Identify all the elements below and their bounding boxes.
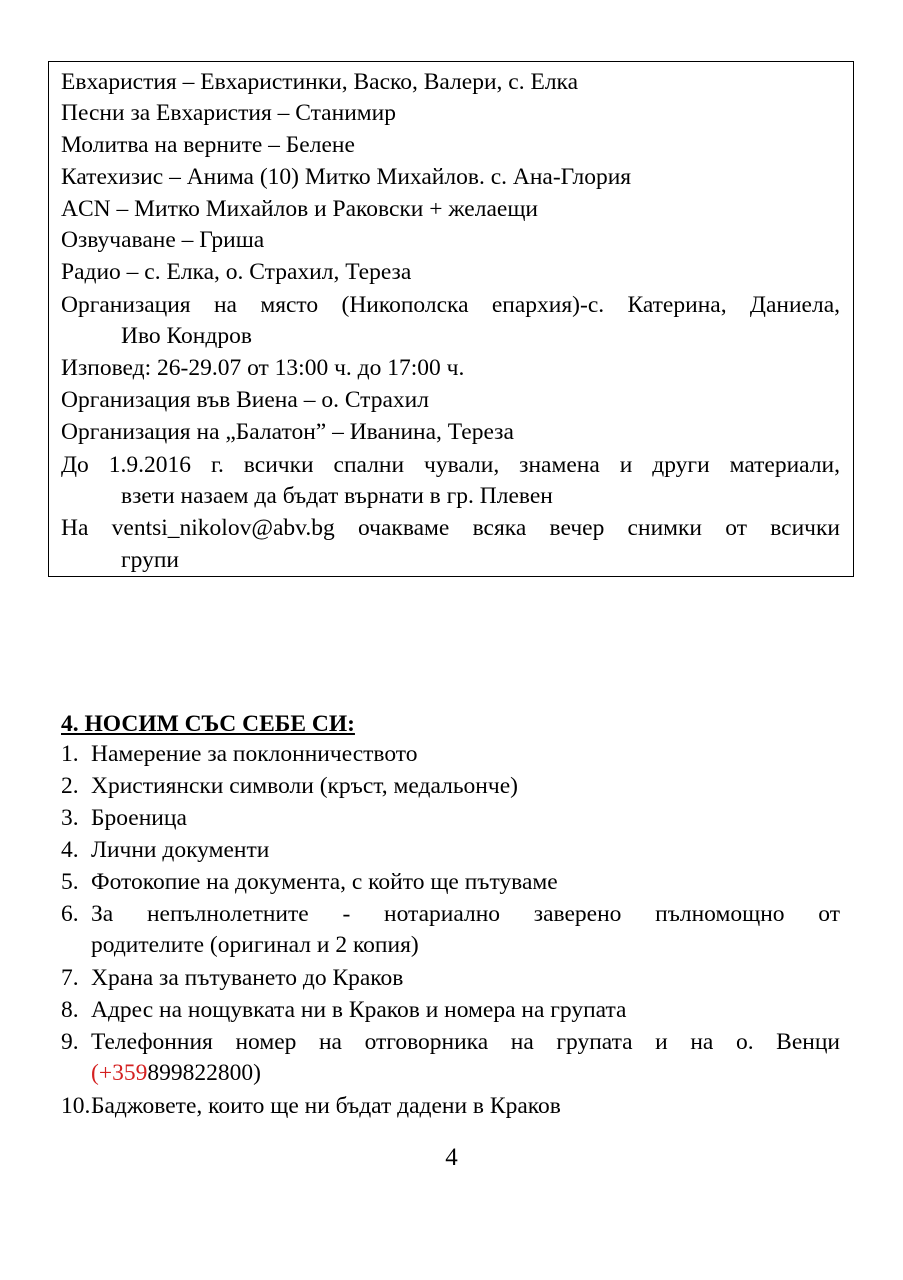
box-line: Радио – с. Елка, о. Страхил, Тереза [61,259,412,285]
list-number: 7. [61,965,79,991]
box-line-continuation: групи [121,547,179,573]
list-text: Намерение за поклонничеството [91,741,418,767]
list-item [61,866,840,898]
box-line-continuation: Иво Кондров [121,323,252,349]
list-number: 5. [61,869,79,895]
list-number: 6. [61,901,79,927]
list-text: Баджовете, които ще ни бъдат дадени в Краков [91,1093,561,1119]
list-item [61,962,840,994]
box-line-continuation: взети назаем да бъдат върнати в гр. Плевен [121,483,553,509]
box-line: Молитва на верните – Белене [61,132,355,158]
box-line: ACN – Митко Михайлов и Раковски + желаещи [61,196,538,222]
list-text: За непълнолетните - нотариално заверено пълномощно от [91,901,840,927]
list-number: 10. [61,1093,91,1119]
list-item [61,770,840,802]
list-item [61,802,840,834]
list-number: 8. [61,997,79,1023]
phone-number [91,1057,261,1089]
list-item [61,1090,840,1122]
list-item [61,898,840,930]
list-text: Християнски символи (кръст, медальонче) [91,773,518,799]
box-line: Озвучаване – Гриша [61,227,265,253]
section-heading: 4. НОСИМ СЪС СЕБЕ СИ: [61,711,355,737]
box-line: На ventsi_nikolov@abv.bg очакваме всяка вечер снимки от всички [61,515,840,541]
list-number: 2. [61,773,79,799]
list-item [61,738,840,770]
box-line: Организация във Виена – о. Страхил [61,387,429,413]
list-item [61,834,840,866]
box-line: Изповед: 26-29.07 от 13:00 ч. до 17:00 ч. [61,355,465,381]
box-line: Организация на място (Никополска епархия)-с. Катерина, Даниела, [61,292,840,318]
box-line: Организация на „Балатон” – Иванина, Тереза [61,419,514,445]
list-number: 9. [61,1029,79,1055]
list-item [61,994,840,1026]
list-text: Броеница [91,805,187,831]
list-text: Телефонния номер на отговорника на групата и на о. Венци [91,1029,840,1055]
list-number: 3. [61,805,79,831]
box-line: До 1.9.2016 г. всички спални чували, знамена и други материали, [61,452,840,478]
list-text: Храна за пътуването до Краков [91,965,404,991]
list-item [61,1026,840,1058]
box-line: Евхаристия – Евхаристинки, Васко, Валери, с. Елка [61,69,579,95]
phone-prefix: (+359 [91,1060,148,1086]
list-number: 1. [61,741,79,767]
list-text: Лични документи [91,837,270,863]
list-item-continuation: родителите (оригинал и 2 копия) [91,932,419,958]
list-number: 4. [61,837,79,863]
phone-digits: 899822800) [147,1060,261,1086]
page-number: 4 [445,1144,458,1171]
box-line: Катехизис – Анима (10) Митко Михайлов. с. Ана-Глория [61,164,632,190]
box-line: Песни за Евхаристия – Станимир [61,100,396,126]
list-text: Адрес на нощувката ни в Краков и номера на групата [91,997,627,1023]
list-text: Фотокопие на документа, с който ще пътуваме [91,869,558,895]
